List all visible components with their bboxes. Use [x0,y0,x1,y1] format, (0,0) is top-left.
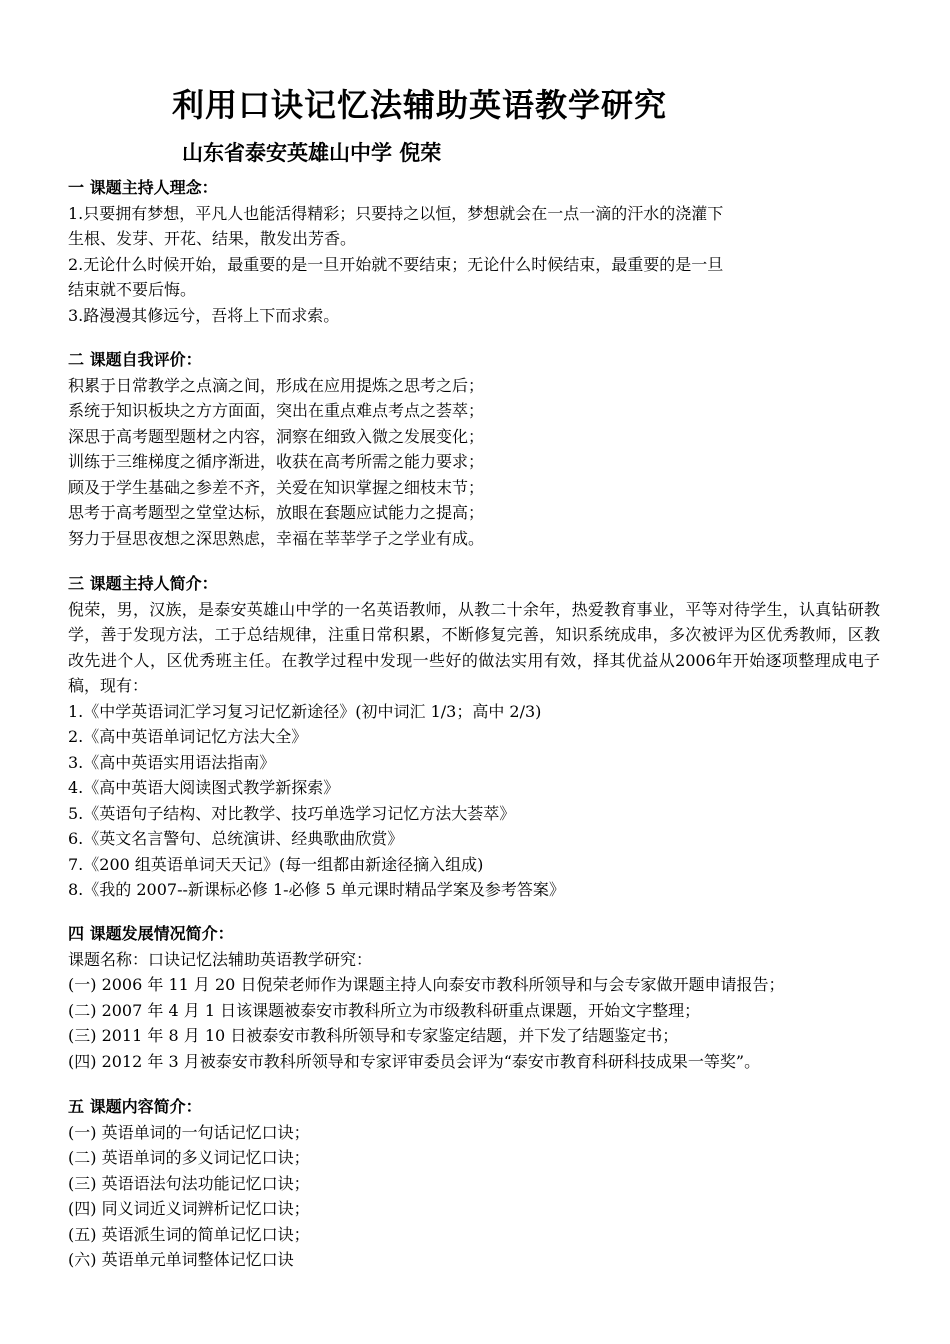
section-heading: 五 课题内容简介： [68,1097,202,1116]
list-item: (四) 同义词近义词辨析记忆口诀； [68,1199,310,1218]
list-item: (五) 英语派生词的简单记忆口诀； [68,1224,310,1244]
list-item: (六) 英语单元单词整体记忆口诀 [68,1250,294,1269]
text-line: 1.只要拥有梦想，平凡人也能活得精彩；只要持之以恒，梦想就会在一点一滴的汗水的浇灌下 [68,203,724,223]
text-line: 系统于知识板块之方方面面，突出在重点难点考点之荟萃； [68,401,485,420]
section-heading: 一 课题主持人理念： [68,178,218,197]
text-line: 结束就不要后悔。 [68,280,197,299]
section-heading: 二 课题自我评价： [68,350,202,369]
text-line: 思考于高考题型之堂堂达标，放眼在套题应试能力之提高； [68,503,485,522]
list-item: 1.《中学英语词汇学习复习记忆新途径》(初中词汇 1/3；高中 2/3) [68,701,542,721]
list-item: 6.《英文名言警句、总统演讲、经典歌曲欣赏》 [68,829,404,848]
author-line: 山东省泰安英雄山中学 倪荣 [182,141,442,165]
list-item: 2.《高中英语单词记忆方法大全》 [68,727,308,746]
list-item: 4.《高中英语大阅读图式教学新探索》 [68,778,340,797]
text-line: 努力于昼思夜想之深思熟虑，幸福在莘莘学子之学业有成。 [68,528,485,548]
list-item: 8.《我的 2007--新课标必修 1-必修 5 单元课时精品学案及参考答案》 [68,880,565,899]
section-philosophy [68,175,888,328]
text-line: 3.路漫漫其修远兮，吾将上下而求索。 [68,305,340,325]
text-line: 训练于三维梯度之循序渐进，收获在高考所需之能力要求； [68,452,485,471]
list-item: 3.《高中英语实用语法指南》 [68,752,276,772]
text-line: 深思于高考题型题材之内容，洞察在细致入微之发展变化； [68,426,485,446]
text-line: (三) 2011 年 8 月 10 日被泰安市教科所领导和专家鉴定结题，并下发了结题鉴定书； [68,1026,679,1045]
text-line: 课题名称：口诀记忆法辅助英语教学研究： [68,949,373,969]
text-line: (一) 2006 年 11 月 20 日倪荣老师作为课题主持人向泰安市教科所领导和与会专家做开题申请报告； [68,975,785,994]
list-item: (一) 英语单词的一句话记忆口诀； [68,1122,310,1142]
section-heading: 四 课题发展情况简介： [68,924,234,943]
document-title: 利用口诀记忆法辅助英语教学研究 [172,86,668,124]
section-development [68,921,898,1074]
profile-paragraph: 倪荣，男，汉族，是泰安英雄山中学的一名英语教师，从教二十余年，热爱教育事业，平等对待学生，认真钻研教学，善于发现方法，工于总结规律，注重日常积累，不断修复完善，知识系统成串，多次被评为区优秀教师，区教改先进个人，区优秀班主任。在教学过程中发现一些好的做法实用有效，择其优益从2006年开始逐项整理成电子稿，现有： [68,599,880,695]
list-item: (三) 英语语法句法功能记忆口诀； [68,1173,310,1193]
section-heading: 三 课题主持人简介： [68,574,218,593]
list-item: (二) 英语单词的多义词记忆口诀； [68,1148,310,1167]
list-item: 7.《200 组英语单词天天记》(每一组都由新途径摘入组成) [68,854,484,874]
text-line: 生根、发芽、开花、结果，散发出芳香。 [68,229,357,248]
text-line: 积累于日常教学之点滴之间，形成在应用提炼之思考之后； [68,375,485,395]
text-line: (四) 2012 年 3 月被泰安市教科所领导和专家评审委员会评为“泰安市教育科研科技成果一等奖”。 [68,1051,761,1071]
text-line: 顾及于学生基础之参差不齐，关爱在知识掌握之细枝末节； [68,477,485,497]
text-line: 2.无论什么时候开始，最重要的是一旦开始就不要结束；无论什么时候结束，最重要的是一旦 [68,254,724,274]
section-content [68,1094,888,1273]
section-host-profile [68,571,888,903]
text-line: (二) 2007 年 4 月 1 日该课题被泰安市教科所立为市级教科研重点课题，开始文字整理； [68,1000,701,1020]
section-self-evaluation [68,347,888,551]
list-item: 5.《英语句子结构、对比教学、技巧单选学习记忆方法大荟萃》 [68,803,516,823]
